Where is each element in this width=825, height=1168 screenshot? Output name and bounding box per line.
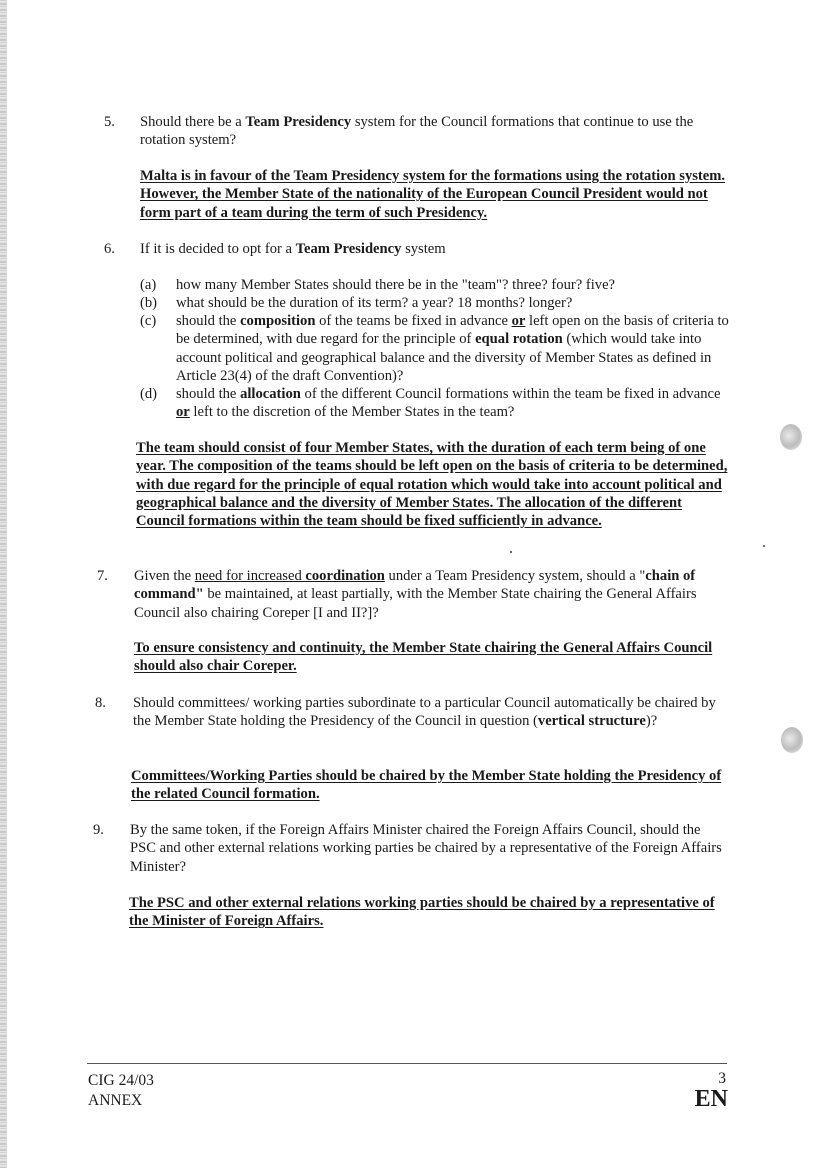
q6-sub-b-text: what should be the duration of its term? a year? 18 months? longer? (176, 295, 573, 311)
q5-question: Should there be a Team Presidency system for the Council formations that continue to use the rotation system? (140, 114, 694, 149)
q6-number: 6. (104, 241, 115, 257)
q8-number: 8. (95, 695, 106, 711)
q6-bold-term: Team Presidency (295, 241, 402, 257)
q6-sub-c-label: (c) (140, 313, 157, 329)
q5-number: 5. (104, 114, 115, 130)
q6-sub-d-text: should the allocation of the different Council formations within the team be fixed in advance or left to the discretion of the Member States in the team? (176, 386, 721, 421)
q6-sub-b-label: (b) (140, 295, 158, 311)
q6-question: If it is decided to opt for a Team Presidency system (140, 241, 446, 257)
footer-annex: ANNEX (88, 1092, 143, 1109)
q7-underlined: need for increased coordination (194, 568, 385, 584)
q7-question: Given the need for increased coordination under a Team Presidency system, should a "chain of command" be maintained, at least partially, with the Member State chairing the General Affairs Council also chairing Coreper [I and II?]? (134, 568, 697, 621)
q7-number: 7. (97, 568, 108, 584)
footer-language-code: EN (694, 1086, 728, 1112)
q9-answer: The PSC and other external relations working parties should be chaired by a representative of the Minister of Foreign Affairs. (129, 895, 715, 930)
q9-number: 9. (93, 822, 104, 838)
footer-page-number: 3 (718, 1070, 726, 1087)
footer-left (88, 1071, 154, 1111)
scan-speck (763, 545, 765, 547)
q6-sub-a-text: how many Member States should there be in the "team"? three? four? five? (176, 277, 616, 293)
scan-edge (0, 0, 7, 1168)
q5-bold-term: Team Presidency (245, 114, 352, 130)
footer-rule (87, 1063, 727, 1064)
scan-speck (510, 551, 512, 553)
q7-answer: To ensure consistency and continuity, the Member State chairing the General Affairs Council should also chair Coreper. (134, 640, 713, 675)
q9-question: By the same token, if the Foreign Affairs Minister chaired the Foreign Affairs Council, should the PSC and other external relations working parties be chaired by a representative of the Foreign Affairs Minister? (130, 822, 722, 875)
q6-sub-c-text: should the composition of the teams be fixed in advance or left open on the basis of criteria to be determined, with due regard for the principle of equal rotation (which would take into account political and geographical balance and the diversity of Member States as defined in Article 23(4) of the draft Convention)? (176, 313, 729, 384)
q5-answer: Malta is in favour of the Team Presidency system for the formations using the rotation system. However, the Member State of the nationality of the European Council President would not form part of a team during the term of such Presidency. (140, 168, 726, 221)
q6-sub-d-label: (d) (140, 386, 158, 402)
q8-bold-term: vertical structure (537, 713, 646, 730)
q6-sub-a-label: (a) (140, 277, 157, 293)
footer-doc-ref: CIG 24/03 (88, 1072, 154, 1089)
punch-hole-lower (781, 727, 803, 753)
q8-answer: Committees/Working Parties should be chaired by the Member State holding the Presidency of the related Council formation. (131, 768, 722, 803)
q8-question: Should committees/ working parties subordinate to a particular Council automatically be chaired by the Member State holding the Presidency of the Council in question (vertical structure)? (133, 695, 716, 730)
punch-hole-upper (780, 424, 802, 450)
q6-answer: The team should consist of four Member States, with the duration of each term being of one year. The composition of the teams should be left open on the basis of criteria to be determined, with due regard for the principle of equal rotation which would take into account political and geographical balance and the diversity of Member States. The allocation of the different Council formations within the team should be fixed sufficiently in advance. (136, 440, 728, 530)
